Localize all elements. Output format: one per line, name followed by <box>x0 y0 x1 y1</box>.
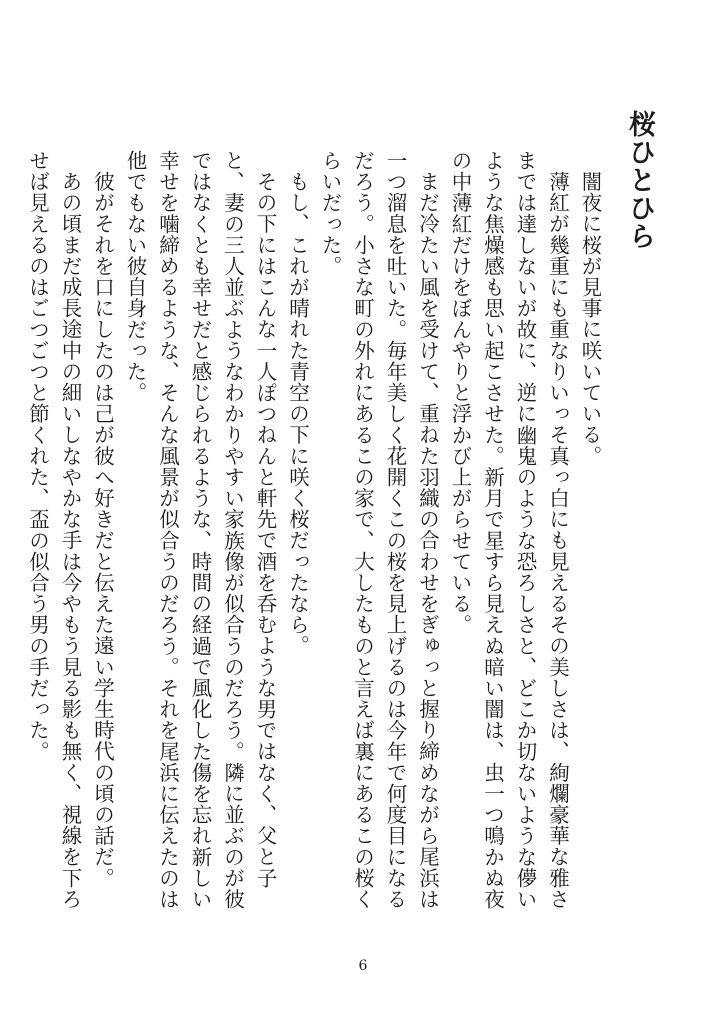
paragraph: その下にはこんな一人ぽつねんと軒先で酒を呑むような男ではなく、父と子と、妻の三人並ぶようなわかりやすい家族像が似合うのだろう。隣に並ぶのが彼ではなくとも幸せだと感じられるような、時間の経過で風化した傷を忘れ新しい幸せを噛締めるような、そんな風景が似合うのだろう。それを尾浜に伝えたのは他でもない彼自身だった。 <box>123 150 277 910</box>
page-number: 6 <box>358 958 368 974</box>
paragraph: 闇夜に桜が見事に咲いている。 <box>578 170 602 466</box>
vertical-body-text <box>25 150 606 930</box>
paragraph: 彼がそれを口にしたのは己が彼へ好きだと伝えた遠い学生時代の頃の話だ。 <box>90 170 115 888</box>
paragraph: あの頃まだ成長途中の細いしなやかな手は今やもう見る影も無く、視線を下ろせば見えるのはごつごつと節くれた、盃の似合う男の手だった。 <box>25 150 82 909</box>
paragraph: 薄紅が幾重にも重なりいっそ真っ白にも見えるその美しさは、絢爛豪華な雅さまでは達しないが故に、逆に幽鬼のような恐ろしさと、どこか切ないような儚いような焦燥感も思い起こさせた。新月で星すら見えぬ暗い闇は、虫一つ鳴かぬ夜の中薄紅だけをぼんやりと浮かび上がらせている。 <box>448 150 570 910</box>
chapter-title: 桜ひとひら <box>624 110 655 250</box>
paragraph: もし、これが晴れた青空の下に咲く桜だったなら。 <box>285 170 310 656</box>
paragraph: まだ冷たい風を受けて、重ねた羽織の合わせをぎゅっと握り締めながら尾浜は一つ溜息を吐いた。毎年美しく花開くこの桜を見上げるのは今年で何度目になるだろう。小さな町の外れにあるこの家で、大したものと言えば裏にあるこの桜くらいだった。 <box>318 150 440 910</box>
